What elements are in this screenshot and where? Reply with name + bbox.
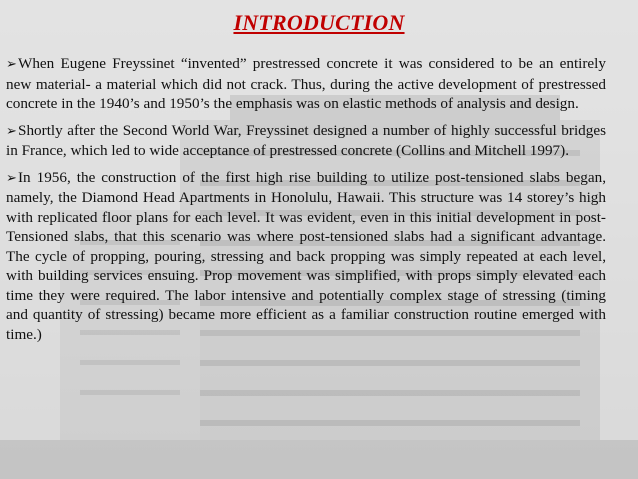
paragraph-text: Shortly after the Second World War, Freyssinet designed a number of highly successful bridges in France, which led to wide acceptance of prestressed concrete (Collins and Mitchell 1997). bbox=[6, 121, 606, 159]
slide-title: INTRODUCTION bbox=[233, 10, 405, 35]
paragraph-diamond-head bbox=[6, 168, 606, 345]
arrow-bullet-icon: ➢ bbox=[6, 170, 17, 186]
paragraph-freyssinet-bridges bbox=[6, 121, 606, 161]
arrow-bullet-icon: ➢ bbox=[6, 123, 17, 139]
slide-body bbox=[6, 54, 606, 351]
arrow-bullet-icon: ➢ bbox=[6, 57, 17, 72]
paragraph-freyssinet-invention bbox=[6, 54, 606, 114]
paragraph-text: In 1956, the construction of the first high rise building to utilize post-tensioned slabs began, namely, the Diamond Head Apartments in Honolulu, Hawaii. This structure was 14 storey’s high with replicated floor plans for each level. It was evident, even in this initial development in post-Tensioned slabs, that this scenario was where post-tensioned slabs had a significant advantage. The cycle of propping, pouring, stressing and back propping was simply repeated at each level, with building services ensuing. Prop movement was simplified, with props simply elevated each time they were required. The labor intensive and potentially complex stage of stressing (timing and quantity of stressing) became more efficient as a familiar construction routine emerged with time.) bbox=[6, 168, 606, 343]
paragraph-text: When Eugene Freyssinet “invented” prestressed concrete it was considered to be an entirely new material- a material which did not crack. Thus, during the active development of prestressed concrete in the 1940’s and 1950’s the emphasis was on elastic methods of analysis and design. bbox=[6, 55, 606, 112]
